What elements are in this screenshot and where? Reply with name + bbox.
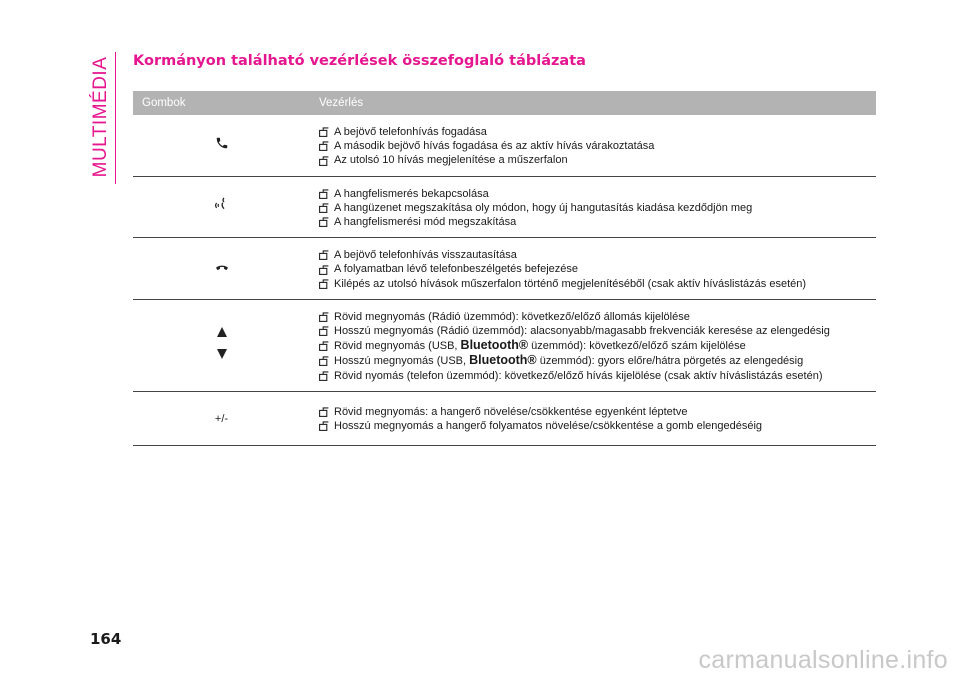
list-item: [319, 353, 876, 368]
list-item-text: [334, 310, 690, 324]
page-title: Kormányon található vezérlések összefoglaló táblázata: [133, 53, 586, 69]
list-item: [319, 419, 876, 433]
text-fragment: Rövid megnyomás (Rádió üzemmód): következő/előző állomás kijelölése: [334, 310, 690, 323]
text-fragment: A bejövő telefonhívás visszautasítása: [334, 249, 517, 262]
table-row: [133, 391, 876, 445]
list-item: [319, 324, 876, 338]
list-item: [319, 201, 876, 215]
text-fragment: A hangfelismerés bekapcsolása: [334, 187, 489, 200]
list-item-text: [334, 201, 752, 215]
list-item: [319, 215, 876, 229]
list-item: [319, 187, 876, 201]
phone-pickup-icon: [215, 136, 229, 155]
list-item-text: [334, 153, 568, 167]
bluetooth-brand-text: Bluetooth®: [469, 353, 537, 368]
bullet-icon: [319, 156, 329, 166]
text-fragment: A második bejövő hívás fogadása és az aktív hívás várakoztatása: [334, 140, 655, 153]
list-item-text: [334, 324, 830, 338]
table-row: [133, 176, 876, 238]
text-fragment: Hosszú megnyomás (USB,: [334, 355, 470, 368]
text-fragment: A bejövő telefonhívás fogadása: [334, 126, 487, 138]
bullet-icon: [319, 312, 329, 322]
button-icon-cell: [133, 238, 310, 300]
list-item-text: [334, 139, 654, 153]
list-item-text: [334, 405, 687, 419]
list-item-text: [334, 248, 517, 262]
table-row: [133, 299, 876, 391]
list-item: [319, 338, 876, 353]
text-fragment: A hangüzenet megszakítása oly módon, hogy új hangutasítás kiadása kezdődjön meg: [334, 201, 753, 214]
text-fragment: Hosszú megnyomás a hangerő folyamatos növelése/csökkentése a gomb elengedéséig: [334, 420, 763, 433]
list-item-text: [334, 353, 803, 368]
table-header-row: [133, 91, 876, 115]
control-description-cell: [310, 176, 876, 238]
bullet-icon: [319, 421, 329, 431]
control-description-cell: [310, 238, 876, 300]
bullet-icon: [319, 189, 329, 199]
list-item-text: [334, 369, 823, 383]
bullet-icon: [319, 203, 329, 213]
button-icon-cell: [133, 299, 310, 391]
text-fragment: üzemmód): gyors előre/hátra pörgetés az elengedésig: [536, 355, 804, 368]
list-item: [319, 248, 876, 262]
control-description-cell: [310, 391, 876, 445]
text-fragment: A hangfelismerési mód megszakítása: [334, 216, 517, 229]
list-item-text: [334, 338, 746, 353]
list-item-text: [334, 419, 762, 433]
list-item-text: [334, 262, 578, 276]
button-icon-cell: [133, 176, 310, 238]
bullet-icon: [319, 341, 329, 351]
volume-label: +/-: [214, 413, 229, 426]
table-row: [133, 238, 876, 300]
up-down-arrows-icon: [216, 327, 228, 364]
bluetooth-brand-text: Bluetooth®: [460, 338, 529, 353]
phone-hangup-icon: [215, 260, 229, 278]
list-item: [319, 262, 876, 276]
text-fragment: A folyamatban lévő telefonbeszélgetés befejezése: [334, 263, 578, 276]
chapter-label: MULTIMÉDIA: [90, 56, 111, 178]
list-item: [319, 125, 876, 139]
chapter-divider: [115, 52, 116, 184]
list-item-text: [334, 277, 806, 291]
text-fragment: Rövid nyomás (telefon üzemmód): következő/előző hívás kijelölése (csak aktív híváslistázás esetén): [334, 369, 823, 382]
button-icon-cell: [133, 115, 310, 176]
voice-recognition-icon: [214, 196, 230, 217]
text-fragment: Az utolsó 10 hívás megjelenítése a műszerfalon: [334, 154, 568, 167]
text-fragment: Rövid megnyomás: a hangerő növelése/csökkentése egyenként léptetve: [334, 406, 688, 419]
list-item: [319, 277, 876, 291]
bullet-icon: [319, 371, 329, 381]
bullet-icon: [319, 265, 329, 275]
control-description-cell: [310, 115, 876, 176]
text-fragment: Kilépés az utolsó hívások műszerfalon történő megjelenítéséből (csak aktív híváslistázás esetén): [334, 277, 807, 290]
bullet-icon: [319, 326, 329, 336]
button-icon-cell: [133, 391, 310, 445]
list-item: [319, 139, 876, 153]
column-header-controls: Vezérlés: [310, 91, 876, 115]
bullet-icon: [319, 141, 329, 151]
column-header-buttons: Gombok: [133, 91, 310, 115]
page-number: 164: [90, 630, 122, 648]
list-item-text: [334, 125, 487, 139]
text-fragment: üzemmód): következő/előző szám kijelölése: [528, 340, 746, 353]
bullet-icon: [319, 127, 329, 137]
bullet-icon: [319, 407, 329, 417]
list-item: [319, 405, 876, 419]
text-fragment: Hosszú megnyomás (Rádió üzemmód): alacsonyabb/magasabb frekvenciák keresése az elengedésig: [334, 325, 830, 338]
list-item: [319, 310, 876, 324]
text-fragment: Rövid megnyomás (USB,: [334, 340, 461, 353]
watermark: carmanualsonline.info: [698, 646, 948, 674]
list-item: [319, 369, 876, 383]
table-row: [133, 115, 876, 176]
bullet-icon: [319, 217, 329, 227]
control-description-cell: [310, 299, 876, 391]
list-item-text: [334, 215, 516, 229]
bullet-icon: [319, 250, 329, 260]
bullet-icon: [319, 279, 329, 289]
bullet-icon: [319, 356, 329, 366]
list-item: [319, 153, 876, 167]
controls-table: [133, 91, 876, 446]
list-item-text: [334, 187, 489, 201]
